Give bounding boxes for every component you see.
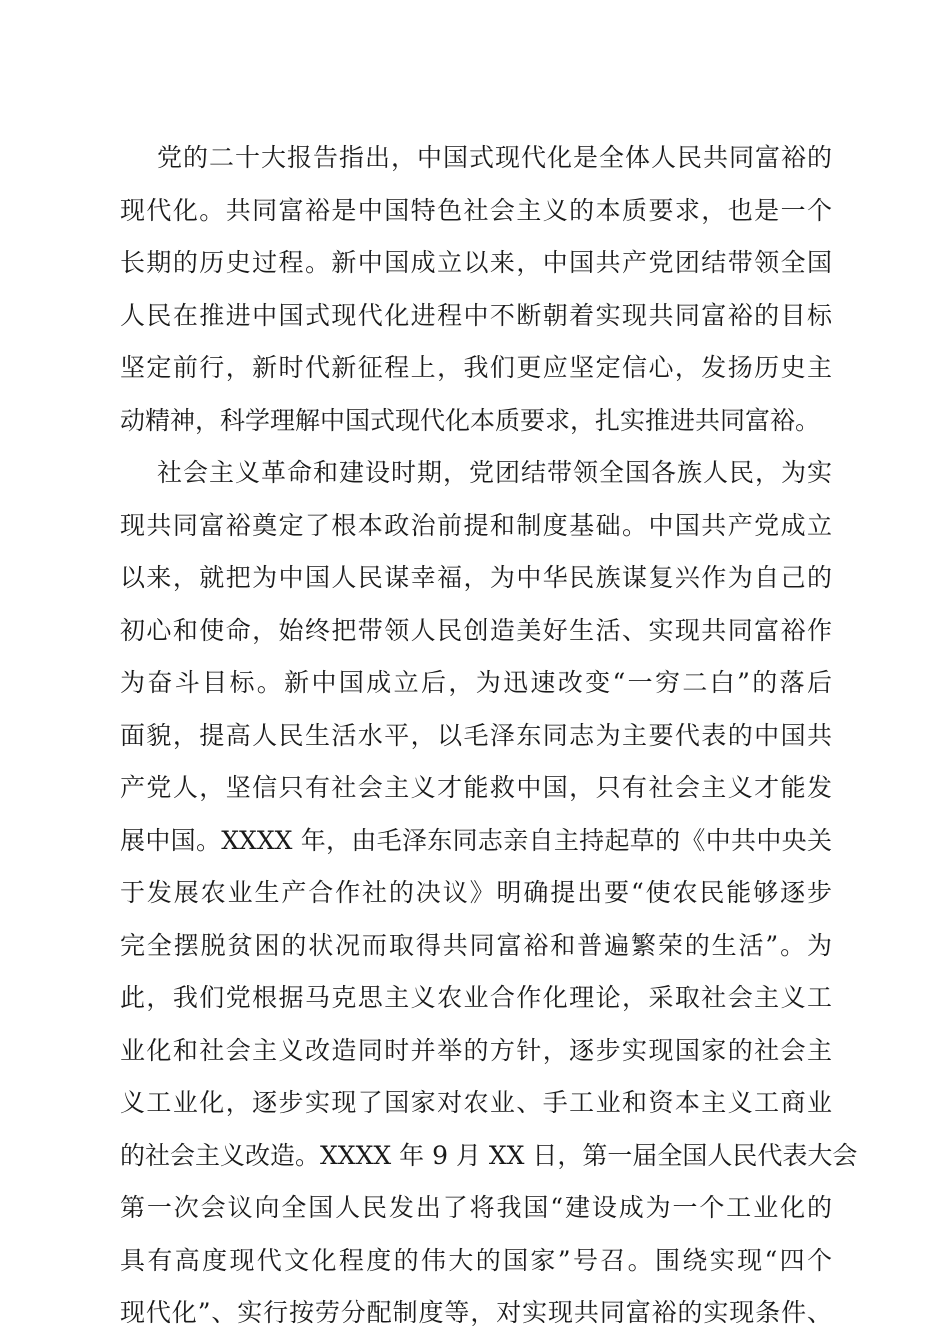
paragraph-line: 为奋斗目标。新中国成立后，为迅速改变“一穷二白”的落后	[120, 668, 832, 697]
paragraph-line: 长期的历史过程。新中国成立以来，中国共产党团结带领全国	[120, 248, 832, 277]
paragraph-2	[120, 447, 858, 1340]
paragraph-line: 此，我们党根据马克思主义农业合作化理论，采取社会主义工	[120, 983, 832, 1012]
paragraph-line: 的社会主义改造。XXXX 年 9 月 XX 日，第一届全国人民代表大会	[120, 1140, 858, 1170]
paragraph-line: 义工业化，逐步实现了国家对农业、手工业和资本主义工商业	[120, 1088, 832, 1117]
paragraph-line: 初心和使命，始终把带领人民创造美好生活、实现共同富裕作	[120, 615, 832, 645]
paragraph-line: 面貌，提高人民生活水平，以毛泽东同志为主要代表的中国共	[120, 720, 832, 750]
body-text	[120, 132, 858, 1340]
paragraph-line: 现代化”、实行按劳分配制度等，对实现共同富裕的实现条件、	[120, 1298, 832, 1327]
paragraph-line: 现共同富裕奠定了根本政治前提和制度基础。中国共产党成立	[120, 510, 832, 540]
paragraph-line: 产党人，坚信只有社会主义才能救中国，只有社会主义才能发	[120, 773, 832, 802]
paragraph-line: 于发展农业生产合作社的决议》明确提出要“使农民能够逐步	[120, 878, 832, 907]
paragraph-line: 以来，就把为中国人民谋幸福，为中华民族谋复兴作为自己的	[120, 563, 832, 592]
paragraph-line: 人民在推进中国式现代化进程中不断朝着实现共同富裕的目标	[120, 300, 832, 330]
paragraph-line: 坚定前行，新时代新征程上，我们更应坚定信心，发扬历史主	[120, 353, 832, 382]
paragraph-line: 业化和社会主义改造同时并举的方针，逐步实现国家的社会主	[120, 1035, 832, 1065]
paragraph-1	[120, 132, 832, 447]
paragraph-line: 第一次会议向全国人民发出了将我国“建设成为一个工业化的	[120, 1193, 832, 1222]
paragraph-line: 完全摆脱贫困的状况而取得共同富裕和普遍繁荣的生活”。为	[120, 930, 832, 960]
paragraph-line: 动精神，科学理解中国式现代化本质要求，扎实推进共同富裕。	[120, 405, 821, 435]
paragraph-line: 现代化。共同富裕是中国特色社会主义的本质要求，也是一个	[120, 195, 832, 225]
paragraph-line: 党的二十大报告指出，中国式现代化是全体人民共同富裕的	[157, 143, 832, 172]
paragraph-line: 社会主义革命和建设时期，党团结带领全国各族人民，为实	[157, 458, 832, 487]
paragraph-line: 展中国。XXXX 年，由毛泽东同志亲自主持起草的《中共中央关	[120, 825, 832, 855]
paragraph-line: 具有高度现代文化程度的伟大的国家”号召。围绕实现“四个	[120, 1245, 832, 1275]
